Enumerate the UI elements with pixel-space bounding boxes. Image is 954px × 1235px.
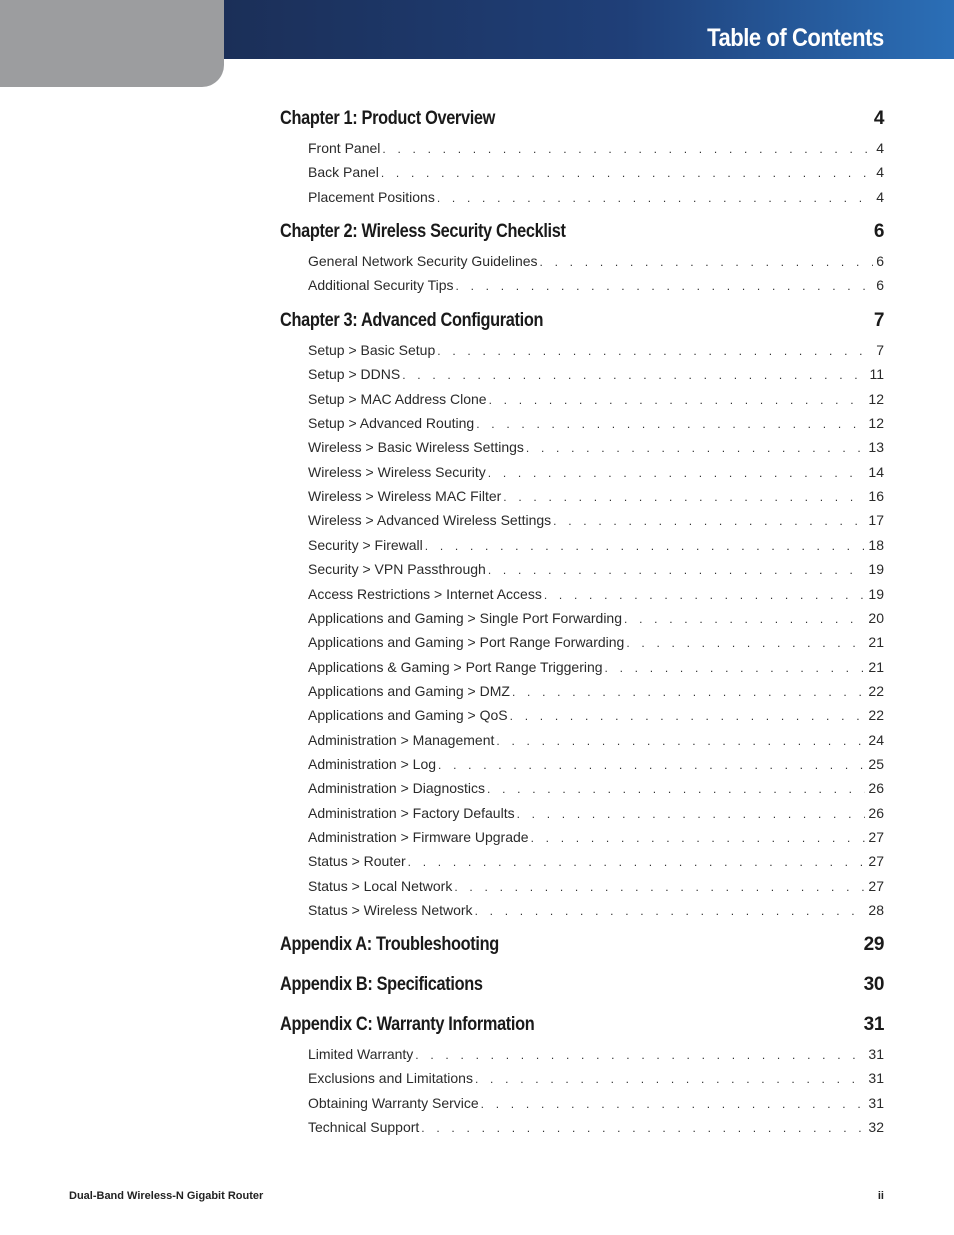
dot-leader <box>544 588 866 602</box>
toc-entry-page-number: 17 <box>868 512 884 529</box>
toc-entry-page-number: 20 <box>868 609 884 626</box>
dot-leader <box>402 368 866 382</box>
toc-entry-title: Setup > MAC Address Clone <box>308 390 487 407</box>
toc-entry[interactable] <box>308 1119 884 1139</box>
toc-entry-page-number: 6 <box>876 277 884 294</box>
dot-leader <box>531 831 866 845</box>
toc-entry-title: Applications and Gaming > QoS <box>308 707 508 724</box>
toc-entry-title: Setup > DDNS <box>308 366 401 383</box>
chapter-page-number: 6 <box>873 221 884 242</box>
chapter-page-number: 4 <box>873 108 884 129</box>
toc-entry-page-number: 32 <box>868 1119 884 1136</box>
toc-entry-page-number: 24 <box>868 731 884 748</box>
toc-entry-title: Wireless > Advanced Wireless Settings <box>308 512 552 529</box>
toc-entry[interactable] <box>308 902 884 922</box>
dot-leader <box>408 855 866 869</box>
toc-entry[interactable] <box>308 610 884 630</box>
toc-entry-title: Placement Positions <box>308 188 435 205</box>
toc-entry-title: Wireless > Wireless MAC Filter <box>308 488 502 505</box>
chapter-title: Chapter 2: Wireless Security Checklist <box>280 221 566 242</box>
dot-leader <box>454 880 865 894</box>
toc-entry-page-number: 4 <box>876 164 884 181</box>
chapter-page-number: 30 <box>863 974 884 995</box>
toc-entry-title: Setup > Advanced Routing <box>308 415 475 432</box>
toc-entry-title: Exclusions and Limitations <box>308 1070 473 1087</box>
toc-entry[interactable] <box>308 512 884 532</box>
footer-page-number: ii <box>877 1190 884 1202</box>
toc-entry-title: Administration > Firmware Upgrade <box>308 829 529 845</box>
dot-leader <box>605 661 866 675</box>
dot-leader <box>421 1121 865 1135</box>
toc-entry-page-number: 11 <box>869 366 884 383</box>
toc-entry-title: Obtaining Warranty Service <box>308 1094 479 1111</box>
chapter-page-number: 31 <box>863 1014 884 1035</box>
dot-leader <box>381 166 873 180</box>
toc-entry-title: Security > VPN Passthrough <box>308 561 486 578</box>
toc-entry-page-number: 14 <box>868 463 884 480</box>
toc-entry-page-number: 19 <box>868 585 884 602</box>
toc-entry-title: Applications & Gaming > Port Range Triggering <box>308 658 603 675</box>
dot-leader <box>437 344 873 358</box>
toc-entry[interactable] <box>308 464 884 484</box>
toc-entry[interactable] <box>308 189 884 209</box>
toc-entry-title: Back Panel <box>308 164 379 181</box>
toc-entry-title: Administration > Management <box>308 731 495 748</box>
dot-leader <box>496 734 865 748</box>
toc-entry-page-number: 16 <box>868 488 884 505</box>
toc-entry[interactable] <box>308 488 884 508</box>
toc-entry[interactable] <box>308 634 884 654</box>
toc-entry-page-number: 31 <box>868 1046 884 1062</box>
toc-entry[interactable] <box>308 1046 884 1066</box>
chapter-title: Appendix B: Specifications <box>280 974 483 995</box>
toc-entry[interactable] <box>308 366 884 386</box>
chapter-title: Chapter 3: Advanced Configuration <box>280 310 544 331</box>
chapter-heading[interactable] <box>280 310 884 336</box>
toc-entry[interactable] <box>308 586 884 606</box>
toc-entry-title: Applications and Gaming > Single Port Forwarding <box>308 609 623 626</box>
toc-entry-page-number: 21 <box>868 658 884 675</box>
toc-entry-page-number: 26 <box>868 780 884 797</box>
toc-entry-page-number: 31 <box>868 1094 884 1111</box>
toc-entry[interactable] <box>308 805 884 825</box>
toc-entry-title: Wireless > Basic Wireless Settings <box>308 439 524 456</box>
toc-entry-page-number: 27 <box>868 853 884 870</box>
chapter-page-number: 7 <box>873 310 884 331</box>
header-bar <box>224 0 954 59</box>
toc-entry[interactable] <box>308 164 884 184</box>
chapter-heading[interactable] <box>280 108 884 134</box>
toc-entry-page-number: 12 <box>868 390 884 407</box>
toc-entry-page-number: 25 <box>868 755 884 772</box>
dot-leader <box>488 466 866 480</box>
chapter-heading[interactable] <box>280 934 884 960</box>
dot-leader <box>512 685 865 699</box>
chapter-heading[interactable] <box>280 1014 884 1040</box>
toc-entry[interactable] <box>308 659 884 679</box>
toc-entry[interactable] <box>308 732 884 752</box>
toc-entry-page-number: 12 <box>868 415 884 432</box>
dot-leader <box>503 490 865 504</box>
dot-leader <box>415 1048 865 1062</box>
toc-entry-title: Status > Router <box>308 853 406 870</box>
dot-leader <box>517 807 866 821</box>
dot-leader <box>624 612 865 626</box>
dot-leader <box>475 904 866 918</box>
chapter-title: Appendix A: Troubleshooting <box>280 934 499 955</box>
toc-entry-title: Status > Local Network <box>308 877 453 894</box>
chapter-heading[interactable] <box>280 221 884 247</box>
toc-entry-title: Security > Firewall <box>308 536 423 553</box>
dot-leader <box>489 393 866 407</box>
toc-entry-page-number: 7 <box>876 342 884 358</box>
toc-entry[interactable] <box>308 878 884 898</box>
toc-entry-title: Status > Wireless Network <box>308 902 473 919</box>
dot-leader <box>456 279 874 293</box>
toc-entry-page-number: 18 <box>868 536 884 553</box>
toc-entry-page-number: 6 <box>876 253 884 269</box>
dot-leader <box>510 709 866 723</box>
toc-entry[interactable] <box>308 829 884 849</box>
dot-leader <box>437 191 873 205</box>
toc-entry-page-number: 22 <box>868 707 884 724</box>
toc-entry-page-number: 28 <box>868 902 884 919</box>
toc-entry-title: Setup > Basic Setup <box>308 342 436 358</box>
toc-entry[interactable] <box>308 537 884 557</box>
toc-entry[interactable] <box>308 391 884 411</box>
corner-tab <box>0 0 224 87</box>
toc-entry-title: Administration > Factory Defaults <box>308 804 515 821</box>
dot-leader <box>475 1072 865 1086</box>
dot-leader <box>382 142 873 156</box>
toc-entry-title: Wireless > Wireless Security <box>308 463 486 480</box>
dot-leader <box>425 539 866 553</box>
toc-entry-page-number: 27 <box>868 877 884 894</box>
dot-leader <box>476 417 865 431</box>
dot-leader <box>553 514 865 528</box>
chapter-title: Appendix C: Warranty Information <box>280 1014 535 1035</box>
dot-leader <box>488 563 866 577</box>
toc-entry-page-number: 4 <box>876 140 884 156</box>
toc-entry[interactable] <box>308 1070 884 1090</box>
chapter-page-number: 29 <box>863 934 884 955</box>
toc-entry[interactable] <box>308 780 884 800</box>
toc-entry-page-number: 21 <box>868 634 884 651</box>
footer-product-name: Dual-Band Wireless-N Gigabit Router <box>69 1190 264 1202</box>
toc-entry-title: Additional Security Tips <box>308 277 454 294</box>
toc-entry-page-number: 13 <box>868 439 884 456</box>
toc-entry-title: Applications and Gaming > Port Range Forwarding <box>308 634 625 651</box>
toc-entry[interactable] <box>308 1095 884 1115</box>
toc-entry[interactable] <box>308 439 884 459</box>
toc-entry[interactable] <box>308 253 884 273</box>
toc-entry-title: General Network Security Guidelines <box>308 253 538 269</box>
toc-entry-page-number: 22 <box>868 682 884 699</box>
dot-leader <box>626 636 865 650</box>
toc-entry[interactable] <box>308 277 884 297</box>
dot-leader <box>540 255 874 269</box>
toc-entry[interactable] <box>308 342 884 362</box>
toc-entry-title: Administration > Diagnostics <box>308 780 486 797</box>
toc-entry-page-number: 31 <box>868 1070 884 1087</box>
dot-leader <box>526 441 866 455</box>
dot-leader <box>438 758 865 772</box>
toc-entry[interactable] <box>308 415 884 435</box>
dot-leader <box>487 782 865 796</box>
toc-entry-title: Access Restrictions > Internet Access <box>308 585 542 602</box>
chapter-title: Chapter 1: Product Overview <box>280 108 495 129</box>
toc-entry[interactable] <box>308 683 884 703</box>
toc-entry-page-number: 26 <box>868 804 884 821</box>
toc-entry[interactable] <box>308 853 884 873</box>
toc-entry-page-number: 19 <box>868 561 884 578</box>
toc-entry-title: Front Panel <box>308 140 381 156</box>
toc-entry-title: Technical Support <box>308 1119 420 1136</box>
toc-entry[interactable] <box>308 140 884 160</box>
toc-entry-page-number: 4 <box>876 188 884 205</box>
page-title: Table of Contents <box>707 24 884 52</box>
toc-entry-title: Applications and Gaming > DMZ <box>308 682 510 699</box>
toc-entry-title: Limited Warranty <box>308 1046 414 1062</box>
toc-entry[interactable] <box>308 756 884 776</box>
toc-entry[interactable] <box>308 561 884 581</box>
chapter-heading[interactable] <box>280 974 884 1000</box>
toc-entry-page-number: 27 <box>868 829 884 845</box>
toc-entry[interactable] <box>308 707 884 727</box>
dot-leader <box>481 1097 866 1111</box>
toc-entry-title: Administration > Log <box>308 755 437 772</box>
